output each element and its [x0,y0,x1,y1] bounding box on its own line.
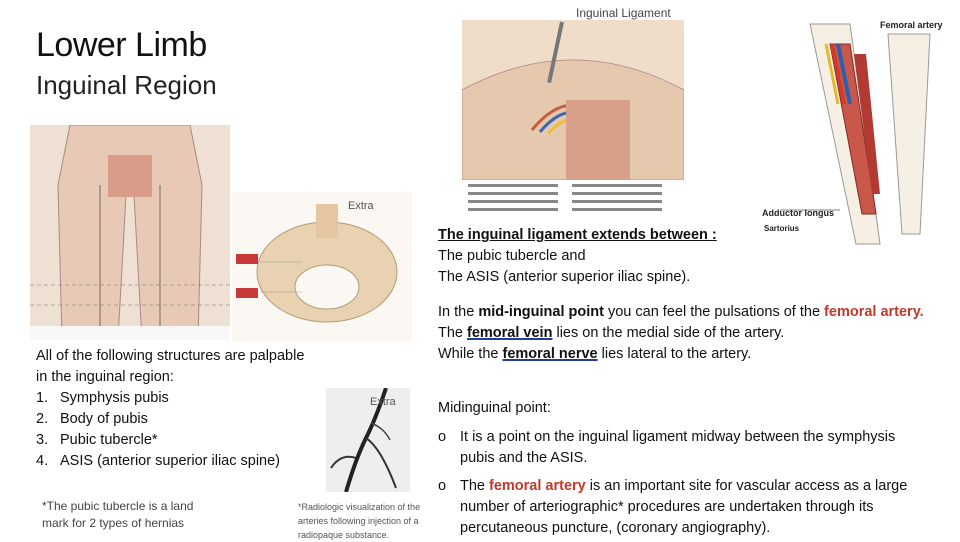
inguinal-region-image [462,20,684,216]
list-item: 3. Pubic tubercle* [36,432,158,448]
sartorius-label: Sartorius [764,224,800,233]
palpable-intro: All of the following structures are palpable in the inguinal region: [36,348,305,385]
angiography-image [326,388,410,492]
inguinal-ligament-label: Inguinal Ligament [576,6,671,20]
page-subtitle: Inguinal Region [36,70,217,100]
bullet-marker: o [438,429,447,445]
list-item: 2. Body of pubis [36,411,148,427]
mid-inguinal-line-3: While the femoral nerve lies lateral to the artery. [438,346,752,362]
midinguinal-bullet-2: o The femoral artery is an important site for vascular access as a large number of arteriographic* procedures are undertaken through its percutaneous puncture, (coronary angiography). [438,476,923,539]
palpable-list [36,388,306,472]
ligament-extent-block [438,225,768,288]
list-item: 1. Symphysis pubis [36,390,169,406]
mid-inguinal-paragraph [438,302,943,365]
ligament-extent-line-2: The ASIS (anterior superior iliac spine). [438,269,691,285]
pubic-tubercle-note: *The pubic tubercle is a land mark for 2 types of hernias [42,499,194,530]
adductor-longus-label: Adductor longus [762,208,834,218]
midinguinal-point-heading: Midinguinal point: [438,400,551,416]
extra-label-1: Extra [348,200,374,212]
thigh-legend-strip [30,326,230,340]
femoral-artery-label: Femoral artery [880,20,943,30]
palpable-structures-block [36,346,306,472]
extra-label-2: Extra [370,396,396,408]
thigh-anatomy-image [30,125,230,340]
mid-inguinal-line-1: In the mid-inguinal point you can feel the pulsations of the femoral artery. [438,304,924,320]
list-item: 4. ASIS (anterior superior iliac spine) [36,453,281,469]
mid-inguinal-line-2: The femoral vein lies on the medial side of the artery. [438,325,785,341]
ligament-extent-line-1: The pubic tubercle and [438,248,586,264]
ligament-extent-heading: The inguinal ligament extends between : [438,227,717,243]
page-title: Lower Limb [36,26,207,64]
midinguinal-bullet-1: o It is a point on the inguinal ligament midway between the symphysis pubis and the ASIS. [438,427,908,469]
radiologic-note: *Radiologic visualization of the arteries following injection of a radiopaque substance. [298,502,421,540]
bullet-marker: o [438,478,447,494]
pelvis-image [232,192,412,342]
